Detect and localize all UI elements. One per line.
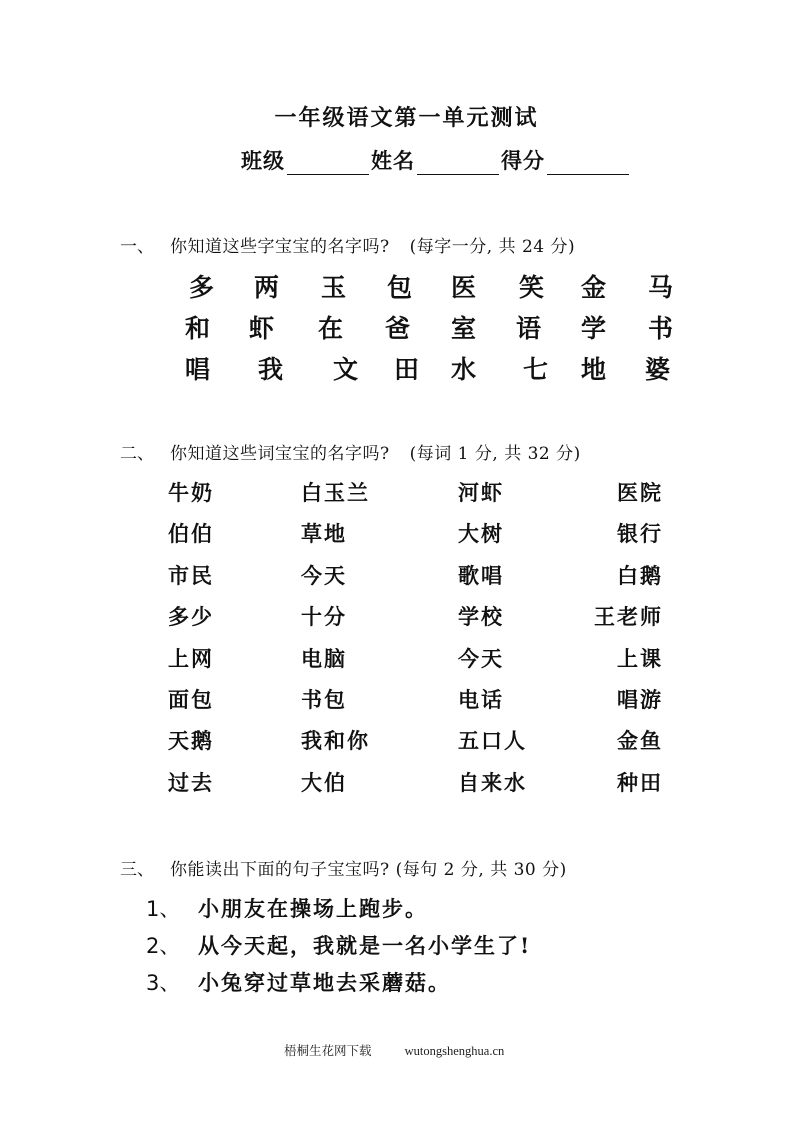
- sentence-text: 从今天起，我就是一名小学生了!: [198, 933, 532, 958]
- word: 王老师: [594, 604, 663, 630]
- section-2-prompt: 你知道这些词宝宝的名字吗?: [170, 444, 390, 464]
- section-1-prompt: 你知道这些字宝宝的名字吗?: [170, 237, 390, 257]
- section-1-header: [120, 232, 575, 257]
- sentence-number: 1、: [146, 897, 181, 921]
- name-label: 姓名: [371, 148, 415, 173]
- sentence-list: [146, 893, 531, 1004]
- word: 伯伯: [168, 521, 214, 547]
- word-row: [168, 643, 663, 684]
- word-row: [168, 560, 663, 601]
- word: 十分: [301, 604, 347, 630]
- word: 市民: [168, 562, 214, 588]
- char-row: [183, 350, 683, 391]
- word-row: [168, 725, 663, 766]
- section-3-number: 三、: [120, 860, 154, 880]
- character: 室: [451, 314, 477, 343]
- character: 爸: [385, 314, 411, 343]
- character: 唱: [185, 355, 211, 384]
- word: 河虾: [458, 480, 504, 505]
- word: 金鱼: [617, 728, 663, 754]
- character: 我: [258, 355, 284, 384]
- word: 歌唱: [458, 562, 504, 588]
- word: 上网: [168, 645, 214, 671]
- sentence-text: 小朋友在操场上跑步。: [198, 896, 428, 921]
- character: 田: [394, 355, 420, 384]
- word: 过去: [168, 769, 214, 795]
- word: 五口人: [458, 728, 527, 754]
- character: 地: [581, 355, 607, 384]
- section-2-header: [120, 439, 581, 464]
- word: 学校: [458, 604, 504, 630]
- footer-url: wutongshenghua.cn: [404, 1044, 505, 1058]
- char-row: [183, 309, 683, 350]
- character: 笑: [519, 273, 545, 302]
- character: 和: [185, 314, 211, 343]
- character-grid: [183, 268, 683, 391]
- word-row: [168, 767, 663, 808]
- character: 学: [581, 314, 607, 343]
- character: 医: [451, 273, 477, 302]
- word: 自来水: [458, 769, 527, 795]
- word-row: [168, 477, 663, 518]
- score-field[interactable]: [547, 150, 629, 175]
- character: 多: [189, 273, 215, 302]
- section-2-score-note: (每词 1 分, 共 32 分): [409, 444, 581, 464]
- footer-site-name: 梧桐生花网下载: [284, 1044, 372, 1058]
- word-row: [168, 684, 663, 725]
- class-label: 班级: [241, 148, 285, 173]
- word: 今天: [458, 645, 504, 671]
- word: 银行: [617, 521, 663, 547]
- word: 大树: [458, 521, 504, 547]
- section-3-prompt: 你能读出下面的句子宝宝吗?: [170, 860, 390, 880]
- word: 牛奶: [168, 480, 214, 505]
- word: 面包: [168, 686, 214, 712]
- section-1-score-note: (每字一分, 共 24 分): [409, 237, 576, 257]
- student-info-line: [241, 145, 631, 175]
- word: 我和你: [301, 728, 370, 754]
- page-footer: [284, 1041, 504, 1059]
- name-field[interactable]: [417, 150, 499, 175]
- word: 种田: [617, 769, 663, 795]
- word: 天鹅: [168, 728, 214, 754]
- character: 两: [254, 273, 280, 302]
- word: 唱游: [617, 686, 663, 712]
- class-field[interactable]: [287, 150, 369, 175]
- word: 白鹅: [617, 562, 663, 588]
- character: 婆: [645, 355, 671, 384]
- section-3-score-note: (每句 2 分, 共 30 分): [395, 860, 567, 880]
- word-grid: [168, 477, 663, 808]
- character: 文: [333, 355, 359, 384]
- sentence-number: 2、: [146, 934, 181, 958]
- word: 大伯: [301, 769, 347, 795]
- word-row: [168, 518, 663, 559]
- character: 七: [523, 355, 549, 384]
- word: 书包: [301, 686, 347, 712]
- char-row: [183, 268, 683, 309]
- sentence-item: [146, 930, 531, 967]
- section-2-number: 二、: [120, 444, 154, 464]
- character: 包: [387, 273, 413, 302]
- word: 电话: [458, 686, 504, 712]
- character: 书: [648, 314, 674, 343]
- word: 电脑: [301, 645, 347, 671]
- word: 今天: [301, 562, 347, 588]
- score-label: 得分: [501, 148, 545, 173]
- character: 虾: [249, 314, 275, 343]
- character: 水: [451, 355, 477, 384]
- character: 语: [516, 314, 542, 343]
- character: 玉: [321, 273, 347, 302]
- sentence-item: [146, 893, 531, 930]
- word: 医院: [617, 480, 663, 505]
- character: 在: [318, 314, 344, 343]
- sentence-number: 3、: [146, 971, 181, 995]
- word: 上课: [617, 645, 663, 671]
- word: 草地: [301, 521, 347, 547]
- exam-title: 一年级语文第一单元测试: [274, 105, 539, 131]
- character: 马: [648, 273, 674, 302]
- word-row: [168, 601, 663, 642]
- section-1-number: 一、: [120, 237, 154, 257]
- character: 金: [581, 273, 607, 302]
- sentence-text: 小兔穿过草地去采蘑菇。: [198, 970, 451, 995]
- section-3-header: [120, 855, 567, 880]
- sentence-item: [146, 967, 531, 1004]
- word: 白玉兰: [301, 480, 370, 505]
- word: 多少: [168, 604, 214, 630]
